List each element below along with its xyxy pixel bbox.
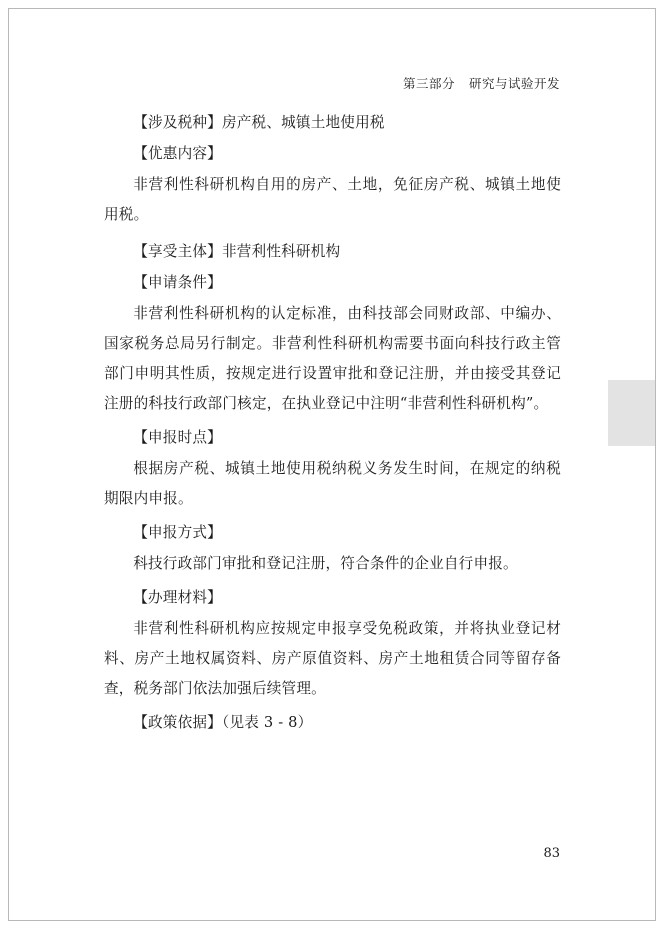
page-header (0, 74, 664, 92)
paragraph-benefit-title: 【优惠内容】 (133, 145, 222, 162)
paragraph-method-title: 【申报方式】 (133, 524, 222, 541)
paragraph-materials-title: 【办理材料】 (133, 589, 222, 606)
paragraph-subject-title: 【享受主体】非营利性科研机构 (133, 243, 341, 260)
paragraph-benefit-body: 非营利性科研机构自用的房产、土地，免征房产税、城镇土地使用税。 (104, 176, 561, 223)
paragraph-method-body: 科技行政部门审批和登记注册，符合条件的企业自行申报。 (133, 555, 518, 572)
paragraph-time-title: 【申报时点】 (133, 429, 222, 446)
page-content (104, 108, 561, 739)
header-part-label: 第三部分 (402, 76, 455, 91)
paragraph-conditions-title: 【申请条件】 (133, 274, 222, 291)
paragraph-materials-body: 非营利性科研机构应按规定申报享受免税政策，并将执业登记材料、房产土地权属资料、房产原值资料、房产土地租赁合同等留存备查，税务部门依法加强后续管理。 (104, 620, 561, 697)
header-section-label: 研究与试验开发 (468, 76, 560, 91)
edge-tab-marker (608, 380, 655, 446)
paragraph-tax-types: 【涉及税种】房产税、城镇土地使用税 (133, 114, 385, 131)
paragraph-policy-basis: 【政策依据】（见表 3 - 8） (133, 714, 313, 731)
paragraph-conditions-body: 非营利性科研机构的认定标准，由科技部会同财政部、中编办、国家税务总局另行制定。非营利性科研机构需要书面向科技行政主管部门申明其性质，按规定进行设置审批和登记注册，并由接受其登记注册的科技行政部门核定，在执业登记中注明“非营利性科研机构”。 (104, 305, 561, 412)
page-number: 83 (543, 846, 560, 861)
paragraph-time-body: 根据房产税、城镇土地使用税纳税义务发生时间，在规定的纳税期限内申报。 (104, 460, 561, 507)
